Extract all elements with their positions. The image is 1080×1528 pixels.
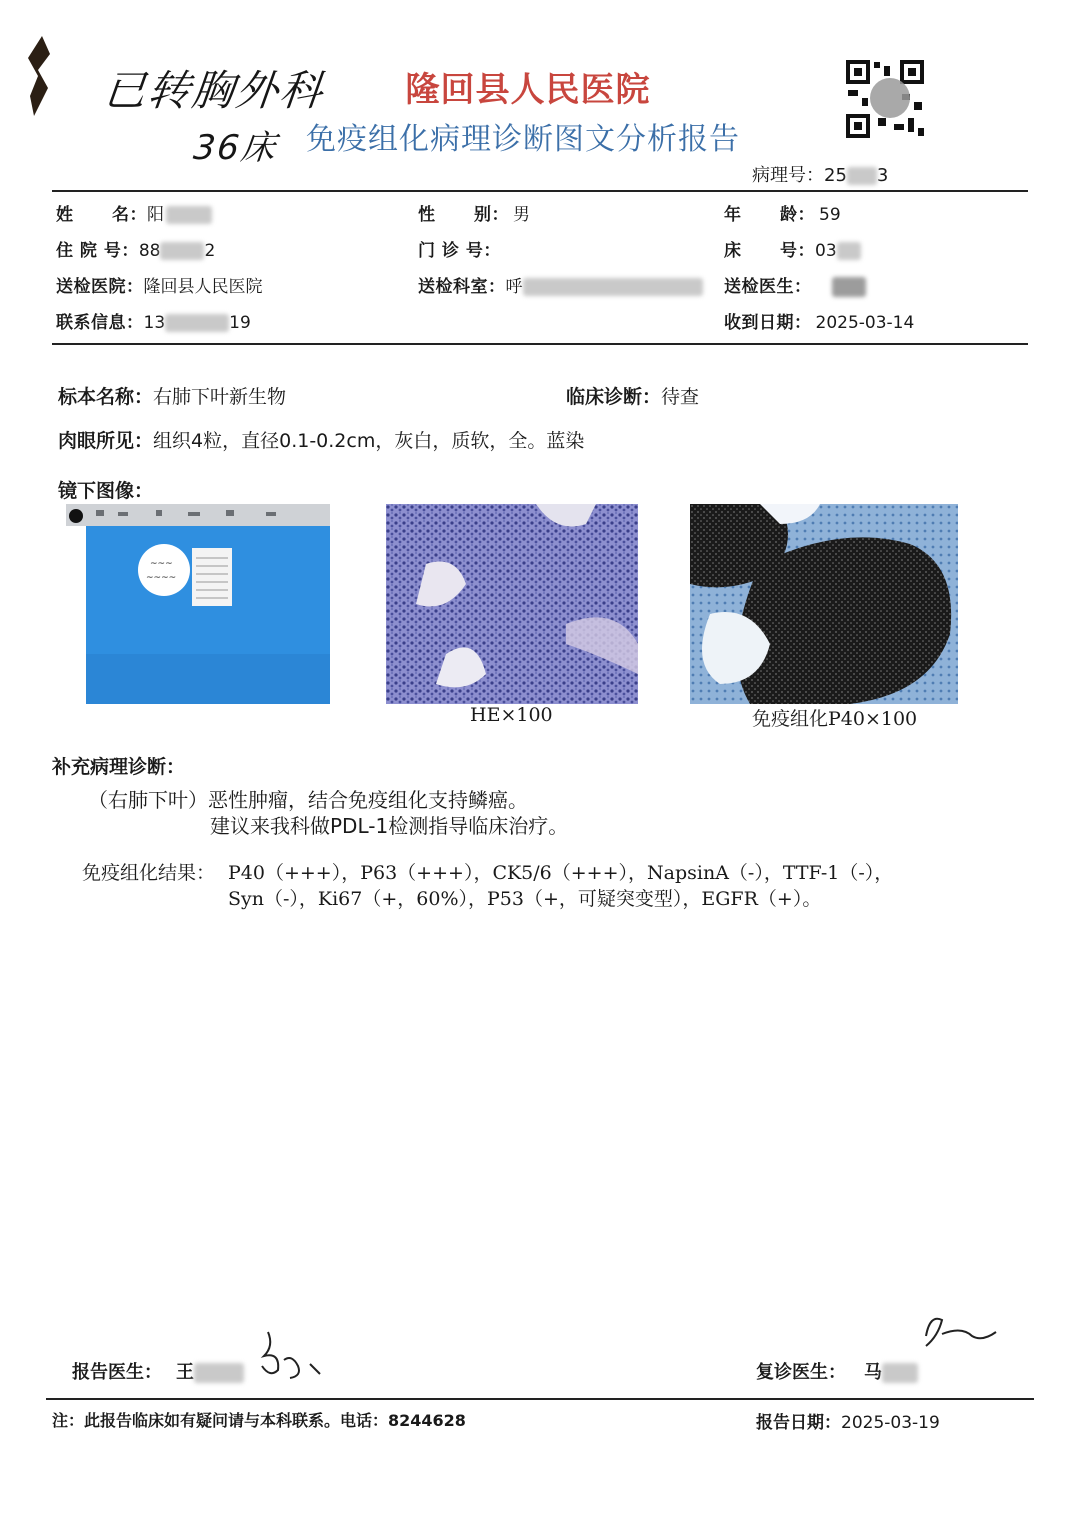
inpatient-number-label: 住 院 号：: [56, 241, 139, 261]
diagnosis-line-2: 建议来我科做PDL-1检测指导临床治疗。: [210, 814, 569, 838]
inpatient-number-field: [56, 236, 215, 261]
outpatient-number-label: 门 诊 号：: [418, 241, 501, 261]
redacted-block: [194, 1363, 244, 1383]
qr-code-icon: [844, 58, 926, 140]
patient-sex-field: [418, 200, 530, 225]
pathology-number-suffix: 3: [876, 165, 889, 186]
patient-age-field: [724, 200, 841, 225]
divider-middle: [52, 343, 1028, 345]
microscope-images-label: 镜下图像：: [58, 480, 154, 502]
bed-number-label: 床 号：: [724, 241, 816, 261]
handwritten-bed-note: 36床: [191, 128, 279, 168]
report-doctor-prefix: 王: [176, 1362, 194, 1383]
sending-hospital-field: [56, 272, 263, 297]
report-title: 免疫组化病理诊断图文分析报告: [306, 122, 740, 157]
patient-age-label: 年 龄：: [724, 205, 816, 225]
svg-text:~~~: ~~~: [150, 559, 173, 569]
sending-hospital-value: 隆回县人民医院: [143, 277, 263, 297]
clinical-diagnosis-field: [566, 382, 699, 409]
contact-prefix: 13: [143, 313, 166, 333]
footer-note: 注：此报告临床如有疑问请与本科联系。电话：8244628: [52, 1411, 466, 1430]
gross-findings-label: 肉眼所见：: [58, 430, 154, 452]
review-doctor-signature: [912, 1306, 1002, 1360]
report-doctor-signature: [240, 1326, 330, 1386]
sending-hospital-label: 送检医院：: [56, 277, 144, 297]
redacted-block: [523, 278, 703, 296]
redacted-block: [160, 242, 204, 260]
handwritten-transfer-note: 已转胸外科: [101, 66, 327, 115]
review-doctor-field: [756, 1358, 918, 1384]
ihc-p40-micrograph: [690, 504, 958, 704]
report-date-value: 2025-03-19: [841, 1413, 940, 1433]
clinical-diagnosis-value: 待查: [661, 386, 700, 408]
report-date-field: [756, 1408, 940, 1433]
redacted-block: [832, 277, 866, 297]
specimen-name-label: 标本名称：: [58, 386, 154, 408]
bed-number-prefix: 03: [815, 241, 837, 261]
inpatient-number-suffix: 2: [204, 241, 216, 261]
pathology-number: [752, 161, 888, 187]
diagnosis-line-1: （右肺下叶）恶性肿瘤，结合免疫组化支持鳞癌。: [88, 788, 528, 812]
contact-suffix: 19: [229, 313, 251, 333]
he-stain-micrograph: [386, 504, 638, 704]
outpatient-number-field: [418, 236, 505, 261]
sending-doctor-label: 送检医生：: [724, 277, 812, 297]
he-caption: HE×100: [470, 704, 553, 726]
contact-field: [56, 308, 251, 333]
contact-label: 联系信息：: [56, 313, 144, 333]
patient-age-value: 59: [819, 205, 841, 225]
ihc-results-line-1: P40（+++），P63（+++），CK5/6（+++），NapsinA（-），TTF-1（-），: [228, 862, 894, 884]
redacted-block: [847, 167, 877, 185]
report-date-label: 报告日期：: [756, 1413, 841, 1433]
redacted-block: [166, 206, 212, 224]
redacted-block: [882, 1363, 918, 1383]
svg-text:~~~~: ~~~~: [146, 573, 177, 583]
patient-name-field: [56, 200, 212, 225]
clinical-diagnosis-label: 临床诊断：: [566, 386, 662, 408]
patient-name-label: 姓 名：: [56, 205, 148, 225]
review-doctor-prefix: 马: [864, 1362, 882, 1383]
ihc-caption: 免疫组化P40×100: [752, 708, 918, 730]
redacted-block: [837, 242, 861, 260]
report-doctor-label: 报告医生：: [72, 1362, 162, 1383]
ihc-results-label: 免疫组化结果：: [82, 862, 216, 884]
bed-number-field: [724, 236, 861, 261]
redacted-block: [165, 314, 229, 332]
hospital-name: 隆回县人民医院: [405, 70, 651, 110]
pathology-number-prefix: 25: [824, 165, 847, 186]
divider-bottom: [46, 1398, 1034, 1400]
patient-name-value: 阳: [147, 205, 165, 225]
received-date-field: [724, 308, 914, 333]
specimen-name-field: [58, 382, 286, 409]
specimen-photo: [66, 504, 330, 704]
report-doctor-field: [72, 1358, 244, 1384]
microscope-images-heading: [58, 476, 153, 503]
ihc-results-line-2: Syn（-），Ki67（+，60%），P53（+，可疑突变型），EGFR（+）。: [228, 888, 822, 910]
gross-findings-value: 组织4粒，直径0.1-0.2cm，灰白，质软，全。蓝染: [153, 430, 585, 452]
sending-dept-label: 送检科室：: [418, 277, 506, 297]
review-doctor-label: 复诊医生：: [756, 1362, 846, 1383]
gross-findings-field: [58, 426, 584, 453]
inpatient-number-prefix: 88: [138, 241, 161, 261]
pathology-number-label: 病理号：: [752, 165, 824, 186]
supplementary-diagnosis-label: 补充病理诊断：: [52, 756, 186, 778]
sending-dept-prefix: 呼: [505, 277, 523, 297]
patient-sex-value: 男: [513, 205, 531, 225]
sending-doctor-field: [724, 272, 866, 297]
patient-sex-label: 性 别：: [418, 205, 510, 225]
received-date-label: 收到日期：: [724, 313, 812, 333]
sending-dept-field: [418, 272, 703, 297]
divider-top: [52, 190, 1028, 192]
specimen-name-value: 右肺下叶新生物: [153, 386, 287, 408]
supplementary-diagnosis-heading: [52, 752, 185, 779]
received-date-value: 2025-03-14: [815, 313, 915, 333]
